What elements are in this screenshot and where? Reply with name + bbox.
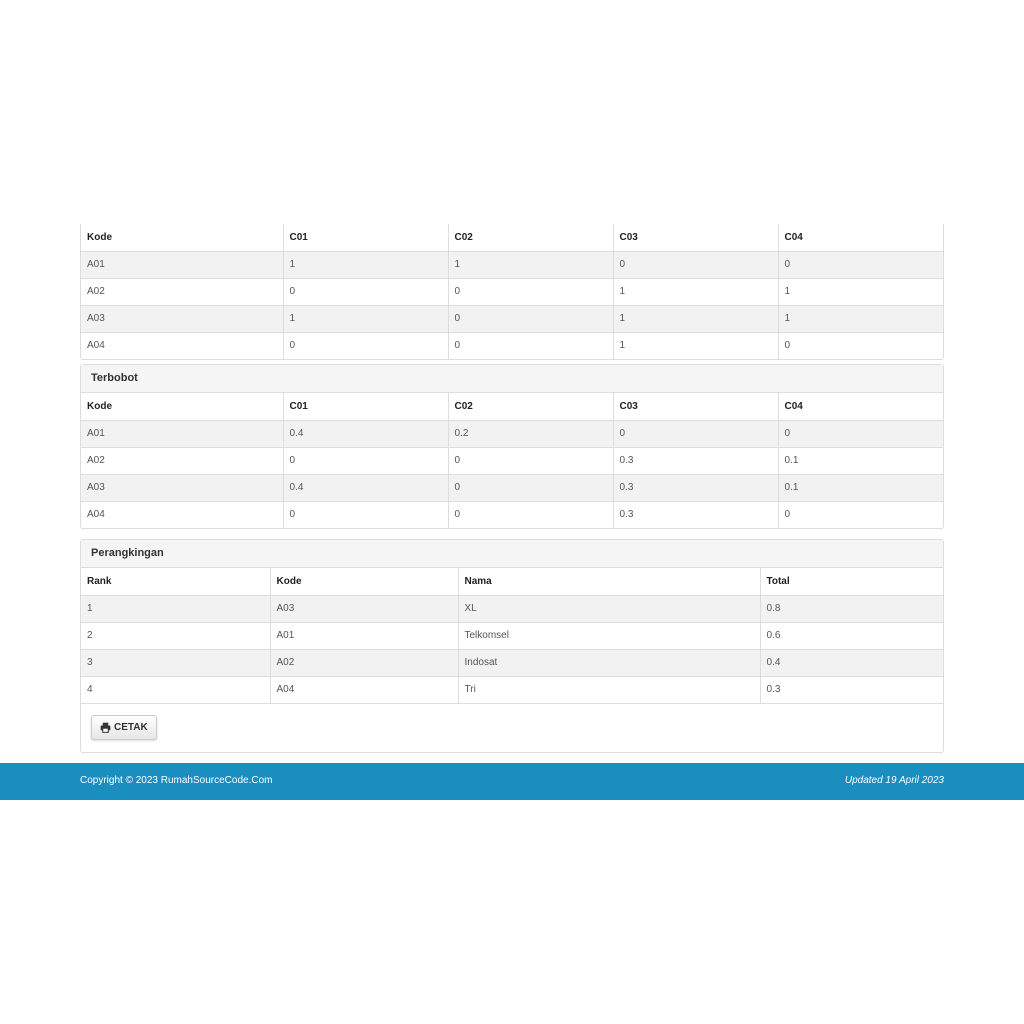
table-row xyxy=(81,305,943,332)
table-cell: 0 xyxy=(613,420,778,447)
table-cell: A02 xyxy=(270,649,458,676)
table-cell: 0.4 xyxy=(283,420,448,447)
print-button[interactable] xyxy=(91,715,157,740)
table-cell: 0.3 xyxy=(613,447,778,474)
table-row xyxy=(81,420,943,447)
table-cell: 0 xyxy=(778,251,943,278)
matrix-panel xyxy=(80,224,944,360)
table-cell: 0 xyxy=(448,332,613,359)
table-row xyxy=(81,332,943,359)
terbobot-table xyxy=(81,393,943,528)
table-cell: A04 xyxy=(81,501,283,528)
column-header: C01 xyxy=(283,393,448,420)
column-header: C03 xyxy=(613,393,778,420)
column-header: C02 xyxy=(448,393,613,420)
table-cell: 3 xyxy=(81,649,270,676)
table-cell: A03 xyxy=(81,305,283,332)
column-header: C02 xyxy=(448,224,613,251)
table-cell: A04 xyxy=(270,676,458,703)
table-cell: Indosat xyxy=(458,649,760,676)
table-header-row xyxy=(81,224,943,251)
table-row xyxy=(81,649,943,676)
table-cell: 0 xyxy=(778,332,943,359)
panel-title: Terbobot xyxy=(81,365,943,393)
table-cell: 4 xyxy=(81,676,270,703)
table-row xyxy=(81,278,943,305)
table-cell: XL xyxy=(458,595,760,622)
table-row xyxy=(81,501,943,528)
ranking-panel xyxy=(80,539,944,753)
table-row xyxy=(81,676,943,703)
table-cell: 1 xyxy=(778,305,943,332)
terbobot-panel xyxy=(80,364,944,529)
page-footer xyxy=(0,763,1024,800)
table-cell: 0.3 xyxy=(613,474,778,501)
table-row xyxy=(81,251,943,278)
table-cell: A04 xyxy=(81,332,283,359)
table-cell: 1 xyxy=(613,332,778,359)
table-row xyxy=(81,447,943,474)
table-header-row xyxy=(81,393,943,420)
column-header: C03 xyxy=(613,224,778,251)
table-cell: 0.3 xyxy=(613,501,778,528)
column-header: C01 xyxy=(283,224,448,251)
matrix-table xyxy=(81,224,943,359)
table-cell: 1 xyxy=(778,278,943,305)
table-cell: 0.6 xyxy=(760,622,943,649)
print-button-label: CETAK xyxy=(114,722,148,733)
table-cell: 0.8 xyxy=(760,595,943,622)
table-cell: 1 xyxy=(283,305,448,332)
table-cell: 0 xyxy=(283,501,448,528)
table-cell: 0 xyxy=(283,447,448,474)
table-cell: 0.2 xyxy=(448,420,613,447)
table-cell: 0 xyxy=(448,474,613,501)
panel-footer xyxy=(81,703,943,752)
table-cell: A01 xyxy=(81,251,283,278)
table-cell: 0 xyxy=(448,305,613,332)
table-cell: 0.1 xyxy=(778,447,943,474)
table-row xyxy=(81,622,943,649)
column-header: C04 xyxy=(778,224,943,251)
copyright-text: Copyright © 2023 RumahSourceCode.Com xyxy=(80,775,273,786)
table-cell: 0.3 xyxy=(760,676,943,703)
column-header: Kode xyxy=(270,568,458,595)
table-cell: A01 xyxy=(81,420,283,447)
table-row xyxy=(81,595,943,622)
column-header: Rank xyxy=(81,568,270,595)
ranking-table xyxy=(81,568,943,703)
table-cell: 0.4 xyxy=(283,474,448,501)
updated-text: Updated 19 April 2023 xyxy=(844,775,944,786)
table-cell: A02 xyxy=(81,278,283,305)
column-header: Kode xyxy=(81,393,283,420)
table-cell: 0 xyxy=(448,501,613,528)
table-cell: 0 xyxy=(283,278,448,305)
table-cell: Telkomsel xyxy=(458,622,760,649)
table-cell: 0 xyxy=(778,420,943,447)
table-cell: 1 xyxy=(81,595,270,622)
table-cell: 0 xyxy=(448,278,613,305)
print-icon xyxy=(100,722,111,733)
table-cell: 1 xyxy=(613,278,778,305)
table-cell: Tri xyxy=(458,676,760,703)
table-cell: A03 xyxy=(270,595,458,622)
panel-title: Perangkingan xyxy=(81,540,943,568)
table-cell: 0 xyxy=(283,332,448,359)
column-header: C04 xyxy=(778,393,943,420)
column-header: Kode xyxy=(81,224,283,251)
table-row xyxy=(81,474,943,501)
table-header-row xyxy=(81,568,943,595)
column-header: Total xyxy=(760,568,943,595)
table-cell: 0 xyxy=(613,251,778,278)
table-cell: 0 xyxy=(778,501,943,528)
table-cell: 1 xyxy=(448,251,613,278)
table-cell: 1 xyxy=(613,305,778,332)
table-cell: 1 xyxy=(283,251,448,278)
table-cell: 0.4 xyxy=(760,649,943,676)
column-header: Nama xyxy=(458,568,760,595)
table-cell: 0 xyxy=(448,447,613,474)
table-cell: A03 xyxy=(81,474,283,501)
table-cell: 0.1 xyxy=(778,474,943,501)
table-cell: A02 xyxy=(81,447,283,474)
table-cell: A01 xyxy=(270,622,458,649)
table-cell: 2 xyxy=(81,622,270,649)
